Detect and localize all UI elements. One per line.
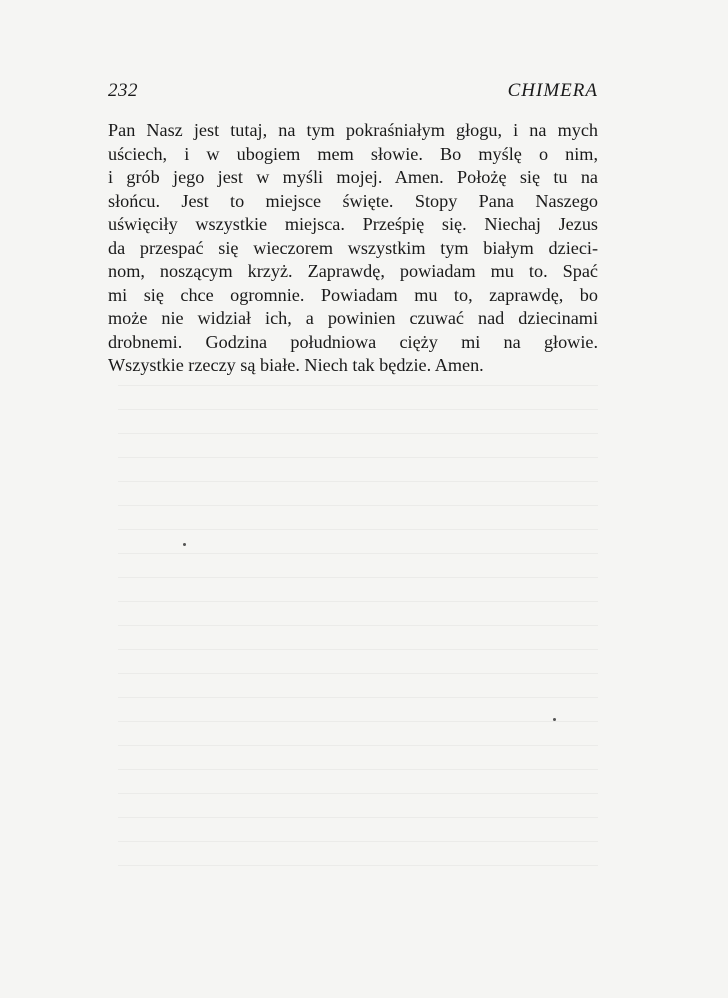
show-through-line [118, 553, 598, 554]
show-through-line [118, 649, 598, 650]
show-through-line [118, 457, 598, 458]
text-line: może nie widział ich, a powinien czuwać nad dziecinami [108, 308, 598, 328]
show-through-line [118, 529, 598, 530]
text-line: uściech, i w ubogiem mem słowie. Bo myślę o nim, [108, 143, 598, 164]
show-through-line [118, 625, 598, 626]
show-through-line [118, 769, 598, 770]
page-number: 232 [108, 80, 138, 101]
text-line: Wszystkie rzeczy są białe. Niech tak będzie. Amen. [108, 355, 484, 375]
text-line: uświęciły wszystkie miejsca. Prześpię się. Niechaj Jezus [108, 214, 598, 234]
show-through-line [118, 697, 598, 698]
ink-speck [183, 543, 186, 546]
ink-speck [553, 718, 556, 721]
show-through-line [118, 433, 598, 434]
text-line: słońcu. Jest to miejsce święte. Stopy Pana Naszego [108, 190, 598, 211]
text-line: da przespać się wieczorem wszystkim tym białym dzieci- [108, 237, 598, 258]
show-through-line [118, 865, 598, 866]
show-through-line [118, 841, 598, 842]
text-line: mi się chce ogromnie. Powiadam mu to, zaprawdę, bo [108, 284, 598, 305]
show-through-line [118, 577, 598, 578]
show-through-line [118, 481, 598, 482]
show-through-line [118, 385, 598, 386]
show-through-line [118, 409, 598, 410]
text-line: i grób jego jest w myśli mojej. Amen. Położę się tu na [108, 167, 598, 187]
show-through-line [118, 745, 598, 746]
show-through-line [118, 817, 598, 818]
text-line: nom, noszącym krzyż. Zaprawdę, powiadam mu to. Spać [108, 261, 598, 281]
page-header [108, 80, 598, 106]
running-title: CHIMERA [507, 80, 598, 101]
show-through-line [118, 673, 598, 674]
show-through-line [118, 505, 598, 506]
body-paragraph [108, 119, 598, 378]
show-through-line [118, 601, 598, 602]
text-line: drobnemi. Godzina południowa cięży mi na głowie. [108, 331, 598, 352]
show-through-line [118, 793, 598, 794]
show-through-line [118, 721, 598, 722]
text-line: Pan Nasz jest tutaj, na tym pokraśniałym głogu, i na mych [108, 120, 598, 140]
